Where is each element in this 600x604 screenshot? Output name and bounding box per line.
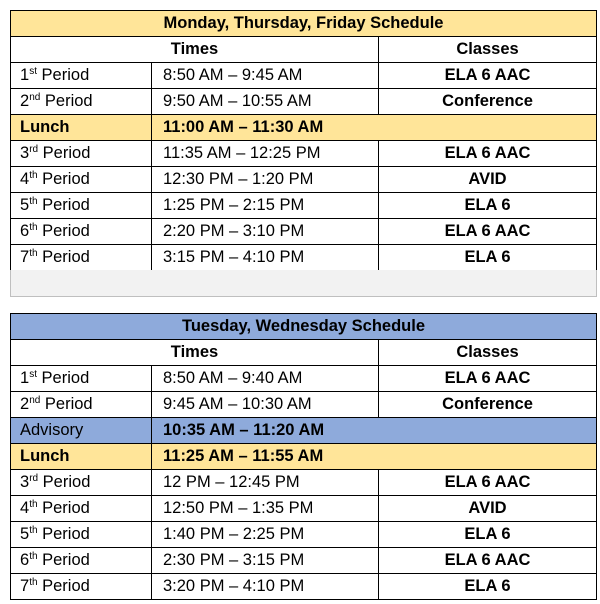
table-row [11,167,597,193]
period-class: ELA 6 [379,193,597,219]
header-row [11,340,597,366]
period-label: 7th Period [11,574,152,600]
period-class: ELA 6 [379,245,597,271]
period-label: Advisory [11,418,152,444]
period-class: ELA 6 [379,574,597,600]
table-row [11,548,597,574]
header-row [11,37,597,63]
period-time: 2:30 PM – 3:15 PM [152,548,379,574]
lunch-row [11,115,597,141]
period-label: 1st Period [11,366,152,392]
period-label: 4th Period [11,496,152,522]
table-row [11,366,597,392]
table-row [11,470,597,496]
table-row [11,89,597,115]
period-class: AVID [379,167,597,193]
table-row [11,245,597,271]
period-class: ELA 6 AAC [379,470,597,496]
period-class: ELA 6 AAC [379,219,597,245]
times-header: Times [11,340,379,366]
period-label: 6th Period [11,548,152,574]
period-label: 2nd Period [11,392,152,418]
period-label: 2nd Period [11,89,152,115]
period-time: 9:50 AM – 10:55 AM [152,89,379,115]
table-row [11,496,597,522]
period-class: ELA 6 AAC [379,548,597,574]
period-time: 2:20 PM – 3:10 PM [152,219,379,245]
period-label: 6th Period [11,219,152,245]
period-time: 9:45 AM – 10:30 AM [152,392,379,418]
period-time: 12:50 PM – 1:35 PM [152,496,379,522]
table-row [11,219,597,245]
times-header: Times [11,37,379,63]
period-time: 11:35 AM – 12:25 PM [152,141,379,167]
period-label: Lunch [11,444,152,470]
period-time: 3:15 PM – 4:10 PM [152,245,379,271]
period-time: 12 PM – 12:45 PM [152,470,379,496]
schedule-title: Monday, Thursday, Friday Schedule [11,11,597,37]
period-time: 3:20 PM – 4:10 PM [152,574,379,600]
period-label: 4th Period [11,167,152,193]
period-time: 11:25 AM – 11:55 AM [152,444,597,470]
period-label: Lunch [11,115,152,141]
lunch-row [11,444,597,470]
period-label: 3rd Period [11,470,152,496]
period-label: 7th Period [11,245,152,271]
table-row [11,392,597,418]
period-time: 11:00 AM – 11:30 AM [152,115,597,141]
table-gap [10,270,597,297]
period-class: ELA 6 AAC [379,141,597,167]
period-class: AVID [379,496,597,522]
period-class: Conference [379,392,597,418]
period-time: 8:50 AM – 9:45 AM [152,63,379,89]
classes-header: Classes [379,340,597,366]
period-label: 1st Period [11,63,152,89]
table-row [11,63,597,89]
schedule-table-mtf [10,10,597,271]
schedule-title: Tuesday, Wednesday Schedule [11,314,597,340]
table-row [11,522,597,548]
period-time: 1:25 PM – 2:15 PM [152,193,379,219]
period-class: ELA 6 AAC [379,366,597,392]
period-class: ELA 6 [379,522,597,548]
table-row [11,141,597,167]
period-label: 5th Period [11,522,152,548]
period-class: ELA 6 AAC [379,63,597,89]
period-label: 5th Period [11,193,152,219]
table-row [11,193,597,219]
period-class: Conference [379,89,597,115]
schedule-title-row [11,11,597,37]
period-time: 12:30 PM – 1:20 PM [152,167,379,193]
period-time: 8:50 AM – 9:40 AM [152,366,379,392]
period-label: 3rd Period [11,141,152,167]
schedule-table-tw [10,313,597,600]
advisory-row [11,418,597,444]
period-time: 1:40 PM – 2:25 PM [152,522,379,548]
table-row [11,574,597,600]
schedule-title-row [11,314,597,340]
classes-header: Classes [379,37,597,63]
period-time: 10:35 AM – 11:20 AM [152,418,597,444]
